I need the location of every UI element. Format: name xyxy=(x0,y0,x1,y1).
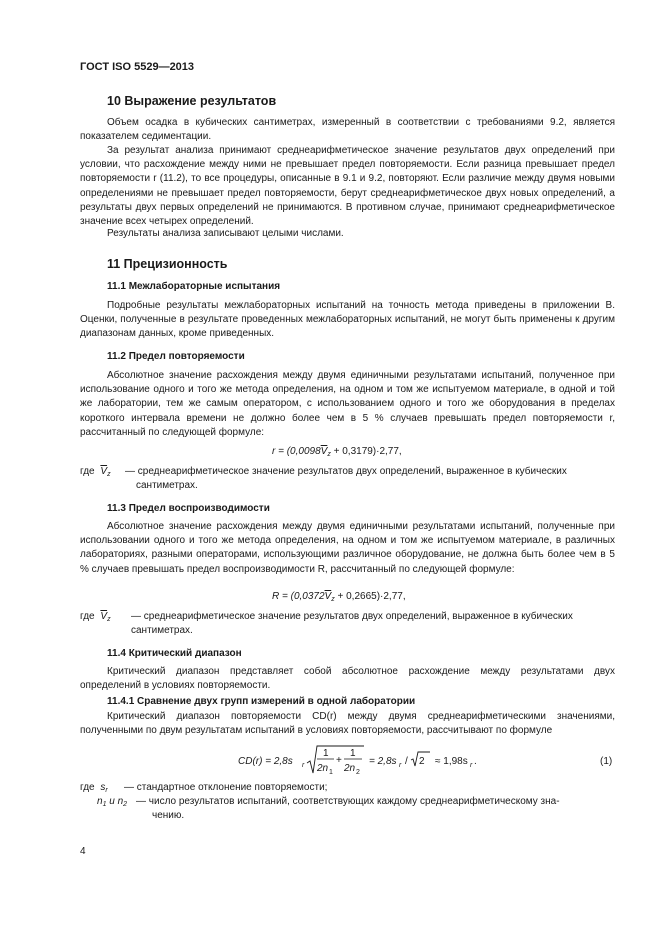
svg-text:= 2,8s: = 2,8s xyxy=(369,756,397,767)
formula-part: r = (0,0098 xyxy=(272,446,321,457)
svg-text:2: 2 xyxy=(356,769,360,776)
n-definition-cont: чению. xyxy=(152,810,185,821)
where-vz-label-2: где $\overline{V}_z$ xyxy=(80,611,111,623)
vz-definition-2-cont: сантиметрах. xyxy=(131,625,193,636)
svg-text:≈ 1,98s: ≈ 1,98s xyxy=(435,756,468,767)
sr-definition: — стандартное отклонение повторяемости; xyxy=(124,782,328,793)
section-11-title: 11 Прецизионность xyxy=(107,257,228,271)
equation-number: (1) xyxy=(600,756,613,767)
page-number: 4 xyxy=(80,846,86,857)
n1-n2-label: $n_1$ и $n_2$ xyxy=(97,796,128,808)
svg-text:+: + xyxy=(336,755,342,766)
svg-text:CD(r) = 2,8s: CD(r) = 2,8s xyxy=(238,756,293,767)
svg-text:1: 1 xyxy=(329,769,333,776)
formula-part: + 0,2665)·2,77, xyxy=(334,591,406,602)
s11-2-paragraph: Абсолютное значение расхождения между двумя единичными результатами испытаний, полученное при использование одного и того же метода определения, на одном и том же испытуемом материале, в одной и той же лаборатории, тем же самым оператором, с использованием одного и того же оборудования в пределах короткого интервала времени не должно более чем в 5 % случаев превышать предел повторяемости r, рассчитанный по следующей формуле: xyxy=(80,370,615,438)
svg-text:2n: 2n xyxy=(344,763,356,774)
section-10-title: 10 Выражение результатов xyxy=(107,94,277,108)
s11-2-title: 11.2 Предел повторяемости xyxy=(107,351,245,362)
svg-text:2: 2 xyxy=(419,756,425,767)
formula-part: R = (0,0372 xyxy=(272,591,325,602)
svg-text:r: r xyxy=(302,762,305,769)
s11-3-paragraph: Абсолютное значение расхождения между двумя единичными результатами испытаний, полученные при использовании одного и того же метода определения, на одном и том же испытуемом материале, в различных лабораториях, разными операторами, использующими различное оборудование, не должна быть более чем в 5 % случаев превышать предел воспроизводимости R, рассчитанный по следующей формуле: xyxy=(80,521,615,575)
s10-paragraph-1: Объем осадка в кубических сантиметрах, измеренный в соответствии с требованиями 9.2, является показателем седиментации. xyxy=(80,117,615,143)
where-label: где xyxy=(80,782,95,793)
n-definition: — число результатов испытаний, соответствующих каждому среднеарифметическому зна- xyxy=(136,796,560,807)
s10-paragraph-2: За результат анализа принимают среднеарифметическое значение результатов двух определений при условии, что расхождение между ними не превышает предел повторяемости. Если разница превышает предел повторяемости r (11.2), то все процедуры, описанные в 9.1 и 9.2, повторяют. Если различие между двумя новыми определениями не превышает предел повторяемости, берут среднеарифметическое двух новых определений, а результаты двух первых определений не принимаются. В противном случае, принимают среднеарифметическое значение всех четырех определений. xyxy=(80,145,615,228)
vz-definition: — среднеарифметическое значение результатов двух определений, выраженное в кубических xyxy=(125,466,567,477)
vz-definition-cont: сантиметрах. xyxy=(136,480,198,491)
svg-text:r: r xyxy=(399,762,402,769)
svg-text:1: 1 xyxy=(323,748,329,759)
where-vz-label: где $\overline{V}_z$ xyxy=(80,466,111,478)
s11-4-paragraph: Критический диапазон представляет собой абсолютное расхождение между результатами двух определений в условиях повторяемости. xyxy=(80,666,615,692)
s11-3-title: 11.3 Предел воспроизводимости xyxy=(107,503,270,514)
vz-definition-2: — среднеарифметическое значение результатов двух определений, выраженное в кубических xyxy=(131,611,573,622)
s11-4-1-paragraph: Критический диапазон повторяемости CD(r) между двумя среднеарифметическими значениями, полученными по двум результатам испытаний в условиях повторяемости, рассчитывают по формуле xyxy=(80,711,615,737)
where-label: где xyxy=(80,611,95,622)
reproducibility-formula: $R = (0,0372\overline{V}_z + 0,2665)\cdot 2,77$, xyxy=(272,591,406,603)
svg-text:.: . xyxy=(474,756,477,767)
svg-text:1: 1 xyxy=(350,748,356,759)
where-sr-label: где $s_r$ xyxy=(80,782,108,794)
critical-range-equation-svg xyxy=(238,743,488,777)
s10-paragraph-3: Результаты анализа записывают целыми числами. xyxy=(107,228,344,239)
svg-text:r: r xyxy=(470,762,473,769)
svg-text:/: / xyxy=(405,756,408,767)
where-label: где xyxy=(80,466,95,477)
repeatability-formula: $r = (0,0098\overline{V}_z + 0,3179)\cdot 2,77$, xyxy=(272,446,402,458)
document-header: ГОСТ ISO 5529—2013 xyxy=(80,61,195,73)
s11-1-paragraph: Подробные результаты межлабораторных испытаний на точность метода приведены в приложении В. Оценки, полученные в результате проведенных межлабораторных испытаний, не могут быть применены к другим диапазонам данных, кроме приведенных. xyxy=(80,300,615,340)
s11-4-title: 11.4 Критический диапазон xyxy=(107,648,242,659)
formula-part: + 0,3179)·2,77, xyxy=(330,446,402,457)
s11-1-title: 11.1 Межлабораторные испытания xyxy=(107,281,281,292)
svg-text:2n: 2n xyxy=(317,763,329,774)
s11-4-1-title: 11.4.1 Сравнение двух групп измерений в одной лаборатории xyxy=(107,696,416,707)
